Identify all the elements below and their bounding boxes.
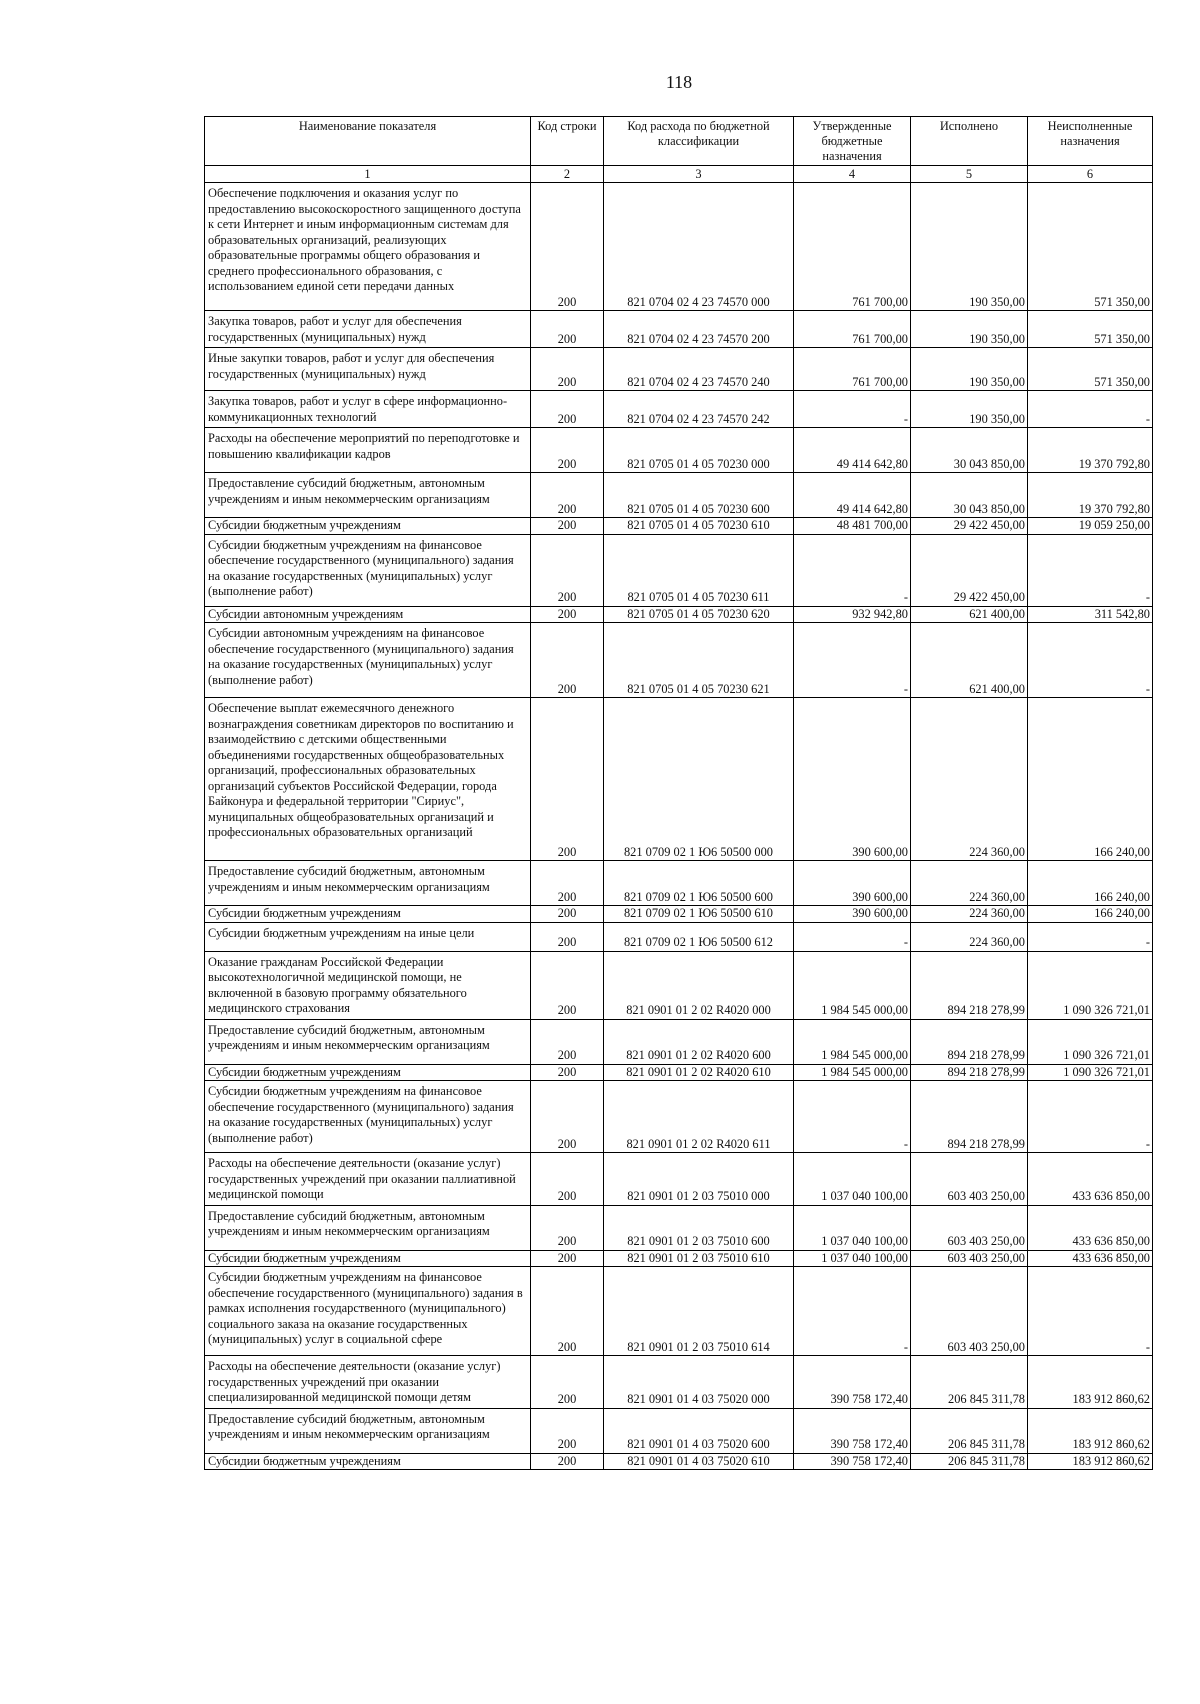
table-cell-unexecuted: 571 350,00	[1028, 183, 1153, 311]
table-cell-executed: 603 403 250,00	[911, 1205, 1028, 1250]
table-cell-approved: 1 984 545 000,00	[794, 1019, 911, 1064]
table-cell-budget-code: 821 0901 01 2 03 75010 610	[604, 1250, 794, 1267]
table-cell-line-code: 200	[531, 606, 604, 623]
table-cell-approved: 1 037 040 100,00	[794, 1153, 911, 1206]
table-cell-line-code: 200	[531, 534, 604, 606]
table-cell-executed: 603 403 250,00	[911, 1267, 1028, 1356]
header-executed: Исполнено	[911, 117, 1028, 166]
table-cell-unexecuted: 19 370 792,80	[1028, 428, 1153, 473]
table-cell-executed: 206 845 311,78	[911, 1356, 1028, 1409]
table-cell-line-code: 200	[531, 1153, 604, 1206]
table-cell-approved: 932 942,80	[794, 606, 911, 623]
table-cell-name: Субсидии бюджетным учреждениям	[205, 1453, 531, 1470]
page-number: 118	[665, 72, 693, 92]
table-cell-budget-code: 821 0709 02 1 Ю6 50500 612	[604, 922, 794, 951]
header-line-code: Код строки	[531, 117, 604, 166]
table-cell-executed: 224 360,00	[911, 861, 1028, 906]
table-cell-budget-code: 821 0704 02 4 23 74570 240	[604, 348, 794, 391]
table-cell-budget-code: 821 0704 02 4 23 74570 242	[604, 391, 794, 428]
header-approved: Утвержденные бюджетные назначения	[794, 117, 911, 166]
table-cell-budget-code: 821 0901 01 2 02 R4020 600	[604, 1019, 794, 1064]
table-cell-executed: 224 360,00	[911, 922, 1028, 951]
table-cell-line-code: 200	[531, 861, 604, 906]
table-cell-unexecuted: -	[1028, 623, 1153, 698]
table-row	[205, 1205, 1153, 1250]
table-cell-budget-code: 821 0901 01 4 03 75020 600	[604, 1408, 794, 1453]
table-cell-name: Предоставление субсидий бюджетным, автономным учреждениям и иным некоммерческим организациям	[205, 1205, 531, 1250]
table-cell-unexecuted: 19 059 250,00	[1028, 518, 1153, 535]
table-cell-name: Субсидии бюджетным учреждениям на иные цели	[205, 922, 531, 951]
table-cell-name: Предоставление субсидий бюджетным, автономным учреждениям и иным некоммерческим организациям	[205, 473, 531, 518]
table-cell-approved: 390 600,00	[794, 861, 911, 906]
budget-execution-table	[204, 116, 1153, 1470]
table-cell-name: Предоставление субсидий бюджетным, автономным учреждениям и иным некоммерческим организациям	[205, 861, 531, 906]
table-cell-name: Предоставление субсидий бюджетным, автономным учреждениям и иным некоммерческим организациям	[205, 1408, 531, 1453]
table-cell-unexecuted: 19 370 792,80	[1028, 473, 1153, 518]
table-row	[205, 861, 1153, 906]
table-cell-name: Субсидии бюджетным учреждениям	[205, 1064, 531, 1081]
table-cell-executed: 190 350,00	[911, 183, 1028, 311]
table-cell-approved: 1 037 040 100,00	[794, 1205, 911, 1250]
column-number: 4	[794, 166, 911, 183]
table-cell-budget-code: 821 0704 02 4 23 74570 200	[604, 311, 794, 348]
budget-execution-table-container	[204, 116, 1152, 1470]
table-cell-line-code: 200	[531, 1356, 604, 1409]
table-row	[205, 348, 1153, 391]
table-row	[205, 518, 1153, 535]
table-cell-line-code: 200	[531, 1408, 604, 1453]
table-cell-unexecuted: 311 542,80	[1028, 606, 1153, 623]
table-cell-budget-code: 821 0901 01 2 02 R4020 000	[604, 951, 794, 1019]
table-cell-line-code: 200	[531, 1453, 604, 1470]
table-cell-budget-code: 821 0901 01 2 02 R4020 610	[604, 1064, 794, 1081]
table-cell-budget-code: 821 0901 01 2 03 75010 600	[604, 1205, 794, 1250]
table-cell-name: Субсидии автономным учреждениям на финансовое обеспечение государственного (муниципального) задания на оказание государственных (муниципальных) услуг (выполнение работ)	[205, 623, 531, 698]
table-cell-budget-code: 821 0705 01 4 05 70230 600	[604, 473, 794, 518]
header-indicator-name: Наименование показателя	[205, 117, 531, 166]
table-cell-line-code: 200	[531, 473, 604, 518]
table-row	[205, 534, 1153, 606]
table-cell-line-code: 200	[531, 922, 604, 951]
table-cell-budget-code: 821 0709 02 1 Ю6 50500 600	[604, 861, 794, 906]
table-cell-executed: 224 360,00	[911, 906, 1028, 923]
table-cell-budget-code: 821 0705 01 4 05 70230 621	[604, 623, 794, 698]
table-row	[205, 391, 1153, 428]
table-cell-executed: 621 400,00	[911, 623, 1028, 698]
table-cell-budget-code: 821 0705 01 4 05 70230 000	[604, 428, 794, 473]
table-cell-line-code: 200	[531, 1267, 604, 1356]
table-cell-approved: 1 984 545 000,00	[794, 1064, 911, 1081]
table-cell-unexecuted: 571 350,00	[1028, 311, 1153, 348]
table-row	[205, 183, 1153, 311]
table-cell-budget-code: 821 0901 01 4 03 75020 610	[604, 1453, 794, 1470]
table-cell-name: Субсидии бюджетным учреждениям	[205, 1250, 531, 1267]
table-row	[205, 922, 1153, 951]
column-number: 2	[531, 166, 604, 183]
table-cell-name: Расходы на обеспечение деятельности (оказание услуг) государственных учреждений при оказании паллиативной медицинской помощи	[205, 1153, 531, 1206]
table-cell-approved: -	[794, 922, 911, 951]
table-row	[205, 1081, 1153, 1153]
table-cell-name: Субсидии бюджетным учреждениям	[205, 906, 531, 923]
table-cell-executed: 206 845 311,78	[911, 1408, 1028, 1453]
table-cell-budget-code: 821 0901 01 4 03 75020 000	[604, 1356, 794, 1409]
table-cell-name: Субсидии бюджетным учреждениям на финансовое обеспечение государственного (муниципального) задания в рамках исполнения государственного (муниципального) социального заказа на оказание государственных (муниципальных) услуг в социальной сфере	[205, 1267, 531, 1356]
table-cell-approved: 390 758 172,40	[794, 1408, 911, 1453]
table-cell-unexecuted: 166 240,00	[1028, 906, 1153, 923]
table-cell-approved: 390 758 172,40	[794, 1356, 911, 1409]
table-cell-budget-code: 821 0705 01 4 05 70230 611	[604, 534, 794, 606]
table-row	[205, 1019, 1153, 1064]
table-cell-line-code: 200	[531, 518, 604, 535]
table-cell-executed: 30 043 850,00	[911, 473, 1028, 518]
table-cell-executed: 224 360,00	[911, 698, 1028, 861]
table-cell-budget-code: 821 0709 02 1 Ю6 50500 000	[604, 698, 794, 861]
table-cell-unexecuted: 183 912 860,62	[1028, 1453, 1153, 1470]
table-cell-name: Расходы на обеспечение мероприятий по переподготовке и повышению квалификации кадров	[205, 428, 531, 473]
table-cell-unexecuted: 166 240,00	[1028, 861, 1153, 906]
table-cell-executed: 30 043 850,00	[911, 428, 1028, 473]
table-cell-name: Субсидии бюджетным учреждениям на финансовое обеспечение государственного (муниципального) задания на оказание государственных (муниципальных) услуг (выполнение работ)	[205, 1081, 531, 1153]
header-unexecuted: Неисполненные назначения	[1028, 117, 1153, 166]
table-cell-executed: 29 422 450,00	[911, 518, 1028, 535]
table-body	[205, 183, 1153, 1470]
table-row	[205, 428, 1153, 473]
table-cell-line-code: 200	[531, 428, 604, 473]
table-cell-approved: 1 984 545 000,00	[794, 951, 911, 1019]
table-cell-line-code: 200	[531, 698, 604, 861]
table-cell-executed: 894 218 278,99	[911, 1064, 1028, 1081]
table-cell-name: Расходы на обеспечение деятельности (оказание услуг) государственных учреждений при оказании специализированной медицинской помощи детям	[205, 1356, 531, 1409]
header-budget-code: Код расхода по бюджетной классификации	[604, 117, 794, 166]
table-cell-approved: 390 600,00	[794, 906, 911, 923]
table-cell-executed: 603 403 250,00	[911, 1153, 1028, 1206]
table-cell-budget-code: 821 0901 01 2 03 75010 000	[604, 1153, 794, 1206]
table-cell-approved: 48 481 700,00	[794, 518, 911, 535]
header-row	[205, 117, 1153, 166]
table-cell-approved: 761 700,00	[794, 311, 911, 348]
table-row	[205, 606, 1153, 623]
table-cell-name: Закупка товаров, работ и услуг в сфере информационно-коммуникационных технологий	[205, 391, 531, 428]
table-cell-unexecuted: 166 240,00	[1028, 698, 1153, 861]
table-cell-unexecuted: -	[1028, 1267, 1153, 1356]
column-number: 6	[1028, 166, 1153, 183]
table-cell-approved: 390 758 172,40	[794, 1453, 911, 1470]
table-cell-name: Субсидии бюджетным учреждениям на финансовое обеспечение государственного (муниципального) задания на оказание государственных (муниципальных) услуг (выполнение работ)	[205, 534, 531, 606]
table-cell-unexecuted: 183 912 860,62	[1028, 1356, 1153, 1409]
table-cell-executed: 190 350,00	[911, 311, 1028, 348]
table-cell-line-code: 200	[531, 623, 604, 698]
table-cell-name: Предоставление субсидий бюджетным, автономным учреждениям и иным некоммерческим организациям	[205, 1019, 531, 1064]
table-cell-name: Иные закупки товаров, работ и услуг для обеспечения государственных (муниципальных) нужд	[205, 348, 531, 391]
table-cell-line-code: 200	[531, 1250, 604, 1267]
column-number-row	[205, 166, 1153, 183]
table-cell-unexecuted: 433 636 850,00	[1028, 1205, 1153, 1250]
table-cell-line-code: 200	[531, 1205, 604, 1250]
table-cell-unexecuted: 571 350,00	[1028, 348, 1153, 391]
table-cell-approved: 390 600,00	[794, 698, 911, 861]
table-cell-approved: 1 037 040 100,00	[794, 1250, 911, 1267]
table-row	[205, 623, 1153, 698]
table-cell-executed: 621 400,00	[911, 606, 1028, 623]
table-cell-budget-code: 821 0901 01 2 03 75010 614	[604, 1267, 794, 1356]
table-cell-line-code: 200	[531, 348, 604, 391]
table-cell-unexecuted: 1 090 326 721,01	[1028, 1064, 1153, 1081]
table-cell-unexecuted: -	[1028, 391, 1153, 428]
table-row	[205, 473, 1153, 518]
table-cell-executed: 894 218 278,99	[911, 951, 1028, 1019]
table-cell-line-code: 200	[531, 391, 604, 428]
table-row	[205, 698, 1153, 861]
table-cell-unexecuted: -	[1028, 1081, 1153, 1153]
table-cell-approved: -	[794, 1081, 911, 1153]
table-cell-budget-code: 821 0705 01 4 05 70230 620	[604, 606, 794, 623]
table-cell-unexecuted: 433 636 850,00	[1028, 1153, 1153, 1206]
table-cell-name: Обеспечение выплат ежемесячного денежного вознаграждения советникам директоров по воспитанию и взаимодействию с детскими общественными объединениями государственных общеобразовательных организаций, профессиональных образовательных организаций субъектов Российской Федерации, города Байконура и федеральной территории "Сириус", муниципальных общеобразовательных организаций и профессиональных образовательных организаций	[205, 698, 531, 861]
table-cell-budget-code: 821 0704 02 4 23 74570 000	[604, 183, 794, 311]
table-cell-approved: 49 414 642,80	[794, 428, 911, 473]
table-cell-name: Оказание гражданам Российской Федерации высокотехнологичной медицинской помощи, не включенной в базовую программу обязательного медицинского страхования	[205, 951, 531, 1019]
table-cell-name: Обеспечение подключения и оказания услуг по предоставлению высокоскоростного защищенного доступа к сети Интернет и иным информационным системам для образовательных организаций, реализующих образовательные программы общего образования и среднего профессионального образования, с использованием единой сети передачи данных	[205, 183, 531, 311]
table-cell-unexecuted: 1 090 326 721,01	[1028, 1019, 1153, 1064]
table-cell-executed: 603 403 250,00	[911, 1250, 1028, 1267]
table-cell-name: Субсидии автономным учреждениям	[205, 606, 531, 623]
table-cell-executed: 894 218 278,99	[911, 1019, 1028, 1064]
table-row	[205, 906, 1153, 923]
table-cell-executed: 190 350,00	[911, 348, 1028, 391]
table-cell-unexecuted: 1 090 326 721,01	[1028, 951, 1153, 1019]
table-row	[205, 1153, 1153, 1206]
table-row	[205, 1453, 1153, 1470]
table-cell-executed: 190 350,00	[911, 391, 1028, 428]
table-row	[205, 1267, 1153, 1356]
table-row	[205, 1250, 1153, 1267]
table-cell-line-code: 200	[531, 906, 604, 923]
column-number: 1	[205, 166, 531, 183]
table-cell-executed: 894 218 278,99	[911, 1081, 1028, 1153]
table-cell-budget-code: 821 0705 01 4 05 70230 610	[604, 518, 794, 535]
table-cell-executed: 206 845 311,78	[911, 1453, 1028, 1470]
table-cell-budget-code: 821 0709 02 1 Ю6 50500 610	[604, 906, 794, 923]
table-cell-name: Субсидии бюджетным учреждениям	[205, 518, 531, 535]
table-row	[205, 1408, 1153, 1453]
table-cell-approved: -	[794, 1267, 911, 1356]
table-cell-approved: -	[794, 623, 911, 698]
column-number: 3	[604, 166, 794, 183]
table-cell-unexecuted: 183 912 860,62	[1028, 1408, 1153, 1453]
table-cell-line-code: 200	[531, 1019, 604, 1064]
table-cell-budget-code: 821 0901 01 2 02 R4020 611	[604, 1081, 794, 1153]
table-cell-approved: -	[794, 534, 911, 606]
table-cell-line-code: 200	[531, 311, 604, 348]
table-cell-approved: 761 700,00	[794, 348, 911, 391]
table-cell-line-code: 200	[531, 1064, 604, 1081]
table-cell-line-code: 200	[531, 951, 604, 1019]
table-row	[205, 311, 1153, 348]
table-cell-line-code: 200	[531, 183, 604, 311]
table-cell-unexecuted: -	[1028, 534, 1153, 606]
table-cell-approved: 761 700,00	[794, 183, 911, 311]
table-row	[205, 1356, 1153, 1409]
table-cell-unexecuted: 433 636 850,00	[1028, 1250, 1153, 1267]
table-cell-approved: 49 414 642,80	[794, 473, 911, 518]
table-cell-unexecuted: -	[1028, 922, 1153, 951]
table-cell-name: Закупка товаров, работ и услуг для обеспечения государственных (муниципальных) нужд	[205, 311, 531, 348]
table-cell-approved: -	[794, 391, 911, 428]
table-row	[205, 1064, 1153, 1081]
table-cell-line-code: 200	[531, 1081, 604, 1153]
column-number: 5	[911, 166, 1028, 183]
table-row	[205, 951, 1153, 1019]
table-cell-executed: 29 422 450,00	[911, 534, 1028, 606]
